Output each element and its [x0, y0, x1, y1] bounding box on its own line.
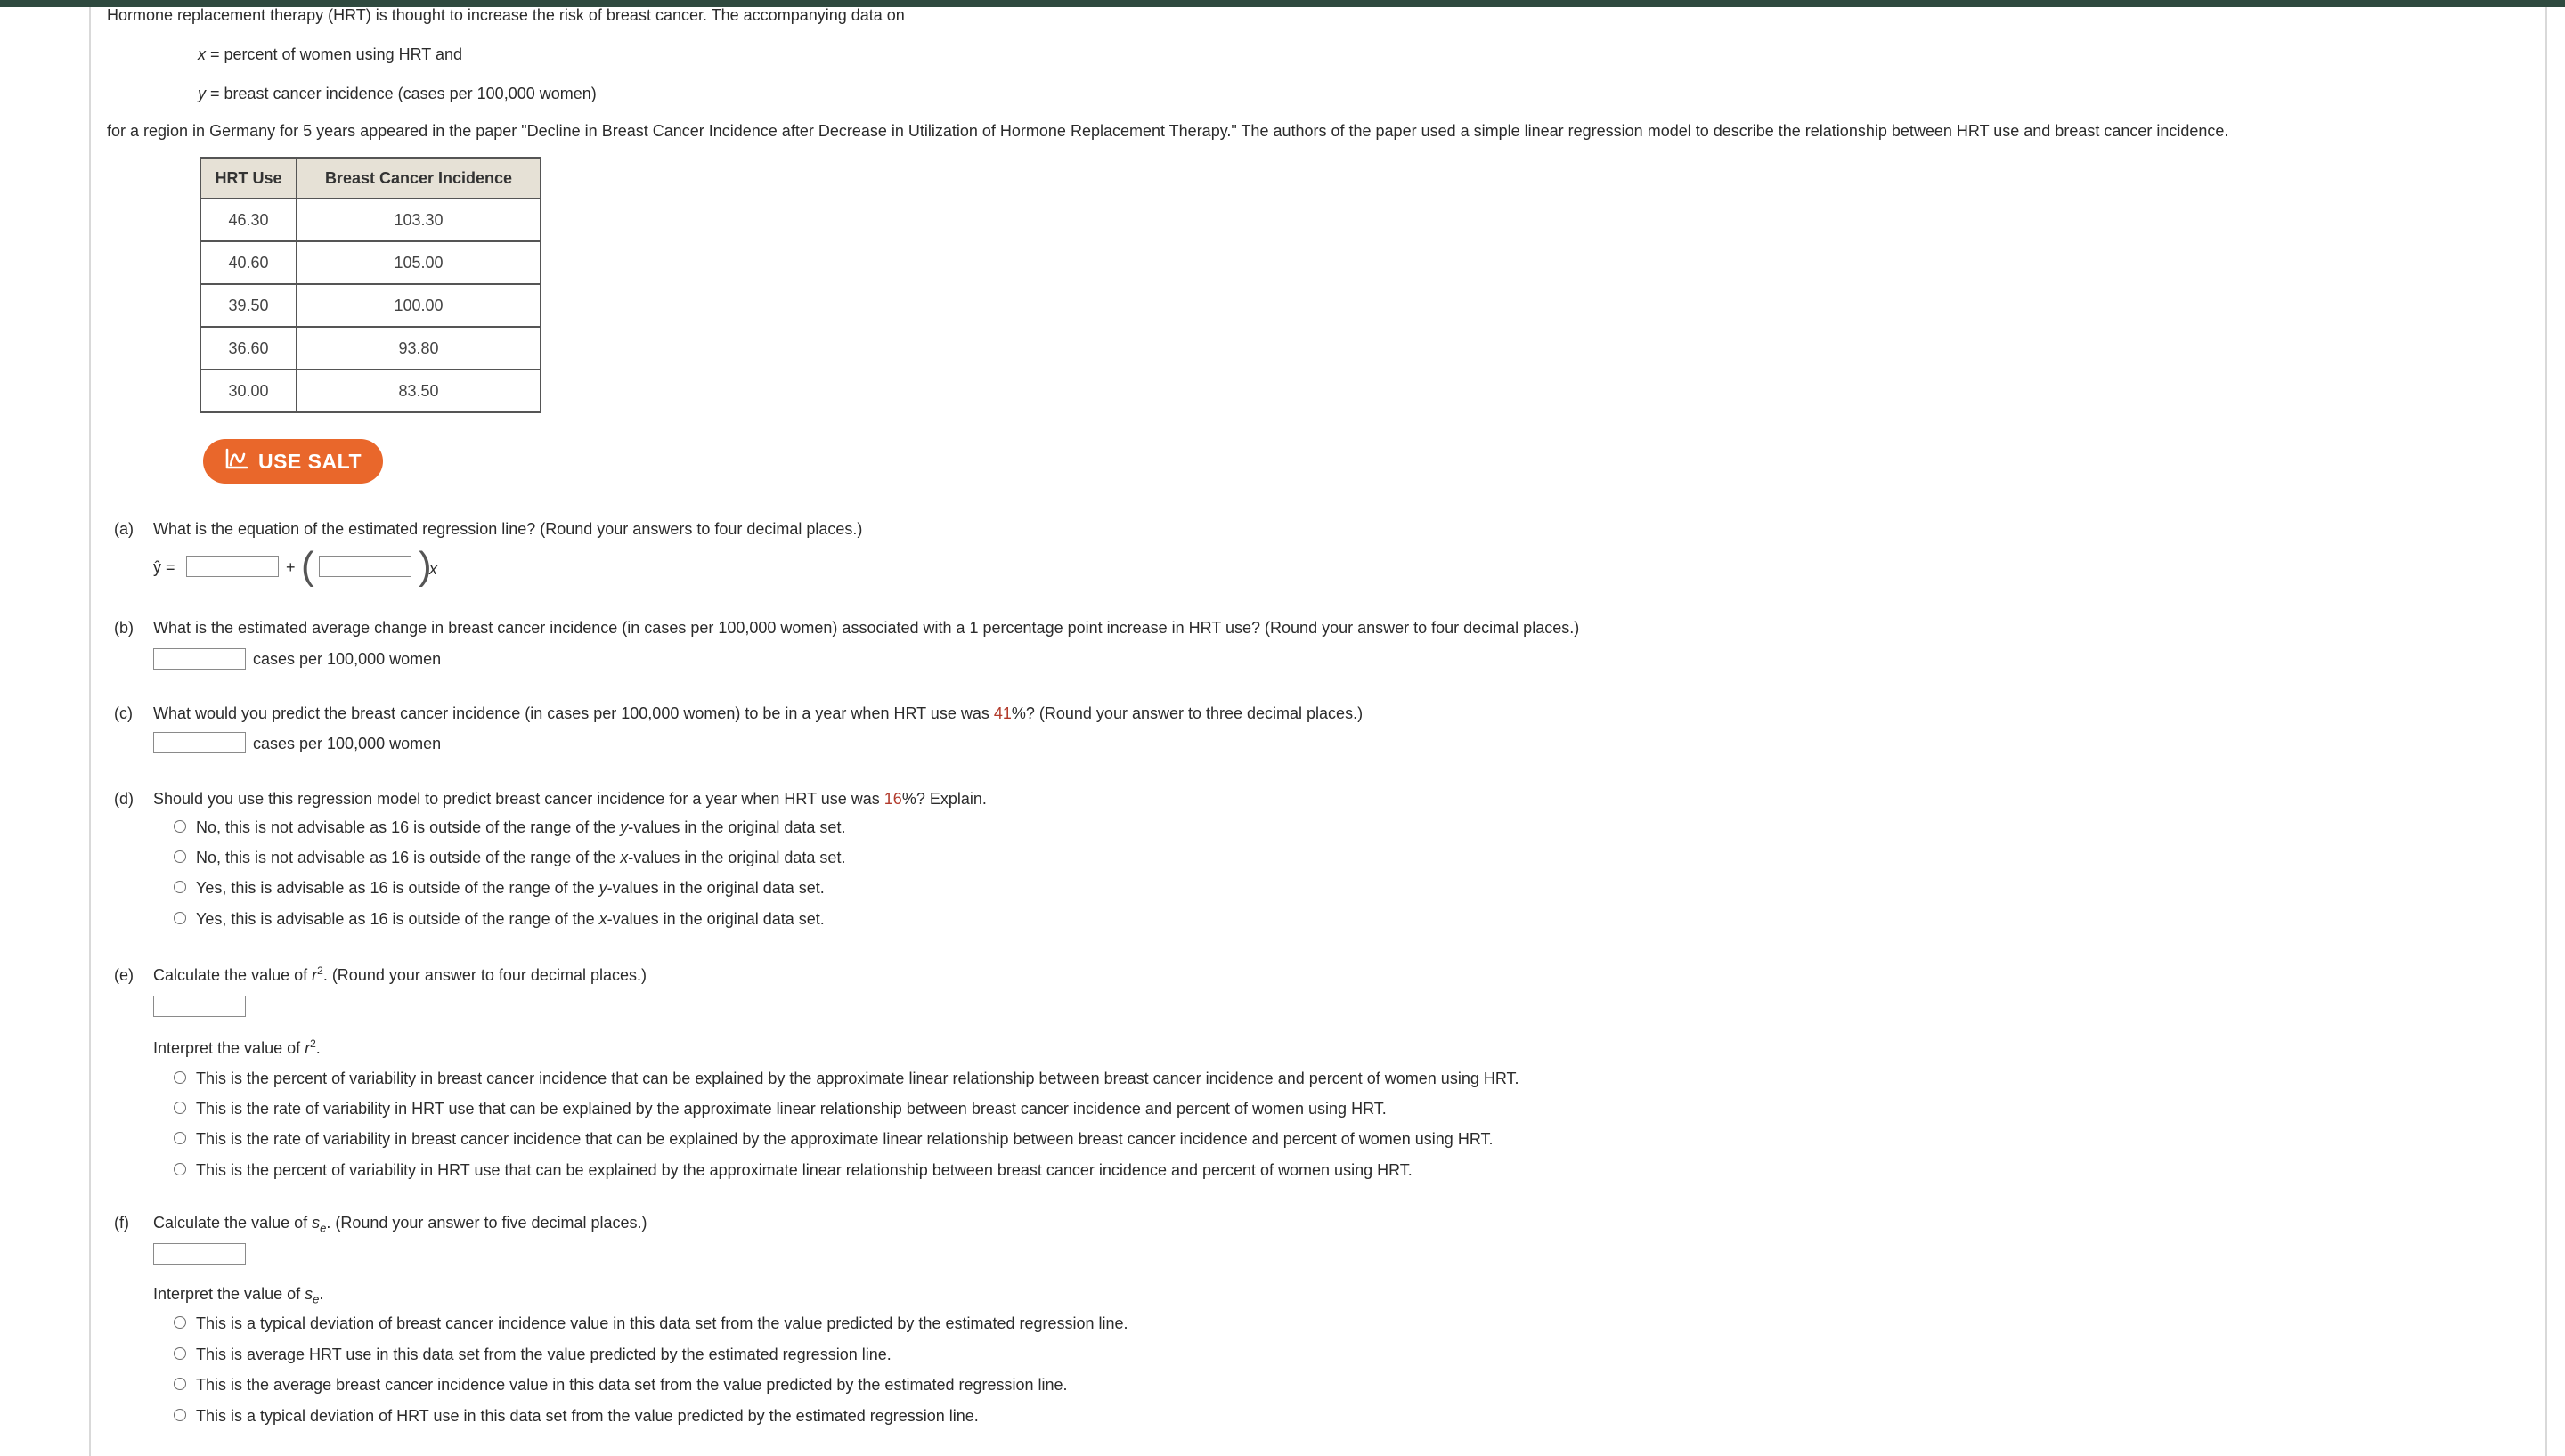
f-option-1-label: This is a typical deviation of breast cancer incidence value in this data set from the value predicted by the estimated regression line.: [196, 1314, 1128, 1332]
y-definition: y = breast cancer incidence (cases per 100,000 women): [198, 85, 597, 102]
intercept-input[interactable]: [186, 556, 279, 577]
cell-hrt-use: 30.00: [200, 370, 297, 412]
part-e-label: (e): [114, 966, 134, 984]
left-border: [89, 7, 91, 1456]
se-input[interactable]: [153, 1243, 246, 1265]
part-d-label: (d): [114, 790, 134, 808]
radio-e-option-3[interactable]: [174, 1132, 186, 1144]
radio-e-option-1[interactable]: [174, 1071, 186, 1084]
yhat-label: ŷ =: [153, 558, 175, 576]
part-c-unit: cases per 100,000 women: [253, 735, 442, 752]
d-option-4-label: Yes, this is advisable as 16 is outside of the range of the x-values in the original data set.: [196, 910, 825, 928]
cell-incidence: 103.30: [297, 199, 541, 241]
f-option-3-label: This is the average breast cancer incidence value in this data set from the value predicted by the estimated regression line.: [196, 1376, 1068, 1394]
r-squared-input[interactable]: [153, 996, 246, 1017]
x-definition: x = percent of women using HRT and: [198, 45, 462, 63]
cell-incidence: 93.80: [297, 327, 541, 370]
use-salt-button[interactable]: [203, 439, 383, 484]
avg-change-input[interactable]: [153, 648, 246, 670]
radio-e-option-2[interactable]: [174, 1102, 186, 1114]
radio-f-option-3[interactable]: [174, 1378, 186, 1390]
part-e-question: Calculate the value of $r^2$. (Round your answer to four decimal places.): [153, 964, 647, 984]
interpret-se-prompt: Interpret the value of $s_e$.: [153, 1285, 324, 1306]
table-row: [200, 370, 541, 412]
d-option-1-label: No, this is not advisable as 16 is outside of the range of the y-values in the original data set.: [196, 818, 846, 836]
cell-hrt-use: 46.30: [200, 199, 297, 241]
use-salt-label: USE SALT: [257, 449, 362, 473]
hrt-16-value: 16: [884, 790, 902, 808]
part-b-unit: cases per 100,000 women: [253, 650, 442, 668]
d-option-2-label: No, this is not advisable as 16 is outside of the range of the x-values in the original data set.: [196, 849, 846, 866]
salt-chart-icon: [224, 447, 249, 476]
part-b-label: (b): [114, 619, 134, 637]
open-paren: (: [301, 544, 314, 588]
part-f-question: Calculate the value of $s_e$. (Round your answer to five decimal places.): [153, 1214, 647, 1235]
part-c-question: What would you predict the breast cancer incidence (in cases per 100,000 women) to be in a year when HRT use was 41%? (Round your answer to three decimal places.): [153, 704, 1364, 722]
hrt-41-value: 41: [993, 704, 1012, 722]
intro-text: Hormone replacement therapy (HRT) is thought to increase the risk of breast cancer. The accompanying data on: [107, 6, 905, 24]
header-hrt-use: HRT Use: [200, 158, 297, 199]
cell-incidence: 83.50: [297, 370, 541, 412]
e-option-2-label: This is the rate of variability in HRT use that can be explained by the approximate linear relationship between breast cancer incidence and percent of women using HRT.: [196, 1100, 1387, 1118]
data-table: [200, 157, 542, 413]
interpret-r2-prompt: Interpret the value of $r^2$.: [153, 1037, 321, 1057]
cell-hrt-use: 40.60: [200, 241, 297, 284]
right-border: [2545, 7, 2547, 1456]
e-option-3-label: This is the rate of variability in breast cancer incidence that can be explained by the approximate linear relationship between breast cancer incidence and percent of women using HRT.: [196, 1130, 1494, 1148]
table-row: [200, 241, 541, 284]
radio-f-option-4[interactable]: [174, 1409, 186, 1421]
part-c-label: (c): [114, 704, 133, 722]
radio-d-option-1[interactable]: [174, 820, 186, 833]
header-breast-cancer-incidence: Breast Cancer Incidence: [297, 158, 541, 199]
d-option-3-label: Yes, this is advisable as 16 is outside of the range of the y-values in the original data set.: [196, 879, 825, 897]
part-b-question: What is the estimated average change in breast cancer incidence (in cases per 100,000 women) associated with a 1 percentage point increase in HRT use? (Round your answer to four decimal places.): [153, 619, 1580, 637]
radio-d-option-3[interactable]: [174, 881, 186, 893]
slope-input[interactable]: [319, 556, 411, 577]
cell-hrt-use: 39.50: [200, 284, 297, 327]
prediction-input[interactable]: [153, 732, 246, 753]
radio-d-option-2[interactable]: [174, 850, 186, 863]
radio-f-option-2[interactable]: [174, 1347, 186, 1360]
cell-incidence: 105.00: [297, 241, 541, 284]
radio-e-option-4[interactable]: [174, 1163, 186, 1175]
part-f-label: (f): [114, 1214, 129, 1232]
e-option-1-label: This is the percent of variability in breast cancer incidence that can be explained by the approximate linear relationship between breast cancer incidence and percent of women using HRT.: [196, 1070, 1519, 1087]
f-option-4-label: This is a typical deviation of HRT use in this data set from the value predicted by the estimated regression line.: [196, 1407, 979, 1425]
plus-sign: +: [286, 558, 296, 576]
table-row: [200, 284, 541, 327]
cell-incidence: 100.00: [297, 284, 541, 327]
table-row: [200, 199, 541, 241]
cell-hrt-use: 36.60: [200, 327, 297, 370]
f-option-2-label: This is average HRT use in this data set from the value predicted by the estimated regression line.: [196, 1346, 892, 1363]
part-a-question: What is the equation of the estimated regression line? (Round your answers to four decimal places.): [153, 520, 863, 538]
close-paren: ): [419, 544, 432, 588]
part-d-question: Should you use this regression model to predict breast cancer incidence for a year when HRT use was 16%? Explain.: [153, 790, 987, 808]
intro-context: for a region in Germany for 5 years appeared in the paper "Decline in Breast Cancer Incidence after Decrease in Utilization of Hormone Replacement Therapy." The authors of the paper used a simple linear regression model to describe the relationship between HRT use and breast cancer incidence.: [107, 122, 2229, 140]
part-a-label: (a): [114, 520, 134, 538]
x-variable: x: [429, 560, 437, 578]
e-option-4-label: This is the percent of variability in HRT use that can be explained by the approximate linear relationship between breast cancer incidence and percent of women using HRT.: [196, 1161, 1413, 1179]
table-row: [200, 327, 541, 370]
radio-f-option-1[interactable]: [174, 1316, 186, 1329]
radio-d-option-4[interactable]: [174, 912, 186, 924]
